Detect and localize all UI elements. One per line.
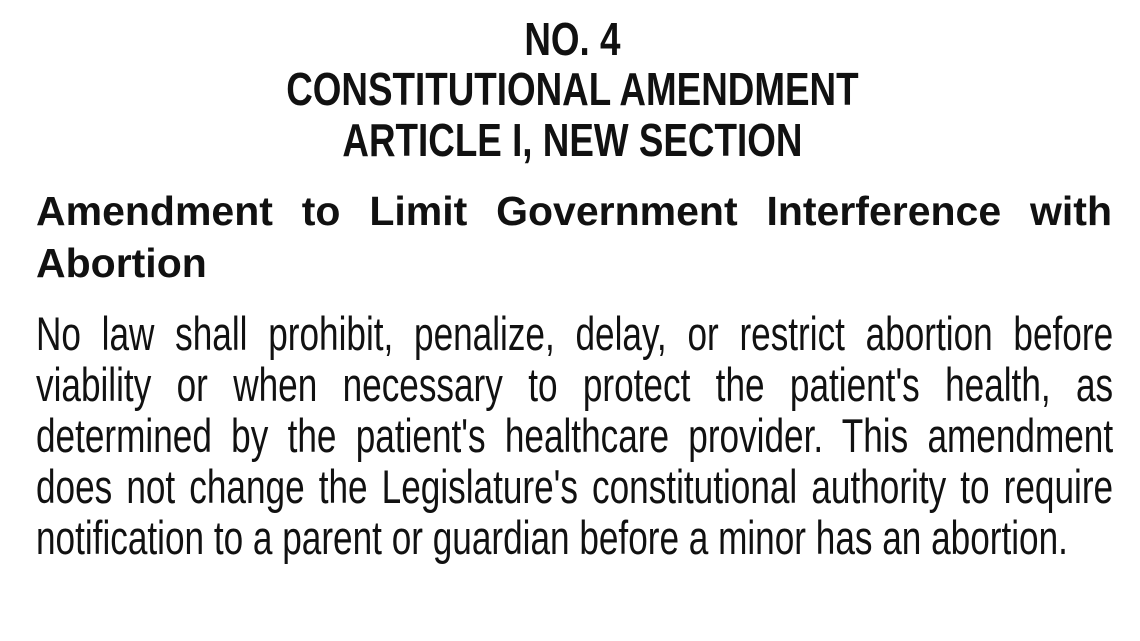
article-section: ARTICLE I, NEW SECTION xyxy=(342,114,803,166)
amendment-title: Amendment to Limit Government Interference with Abortion xyxy=(36,188,1112,286)
amendment-body: No law shall prohibit, penalize, delay, or restrict abortion before viability or when necessary to protect the patient's health, as determined by the patient's healthcare provider. This amendment does not change the Legislature's constitutional authority to require notification to a parent or guardian before a minor has an abortion. xyxy=(36,307,1114,564)
amendment-type: CONSTITUTIONAL AMENDMENT xyxy=(286,63,859,115)
amendment-number: NO. 4 xyxy=(524,13,621,65)
